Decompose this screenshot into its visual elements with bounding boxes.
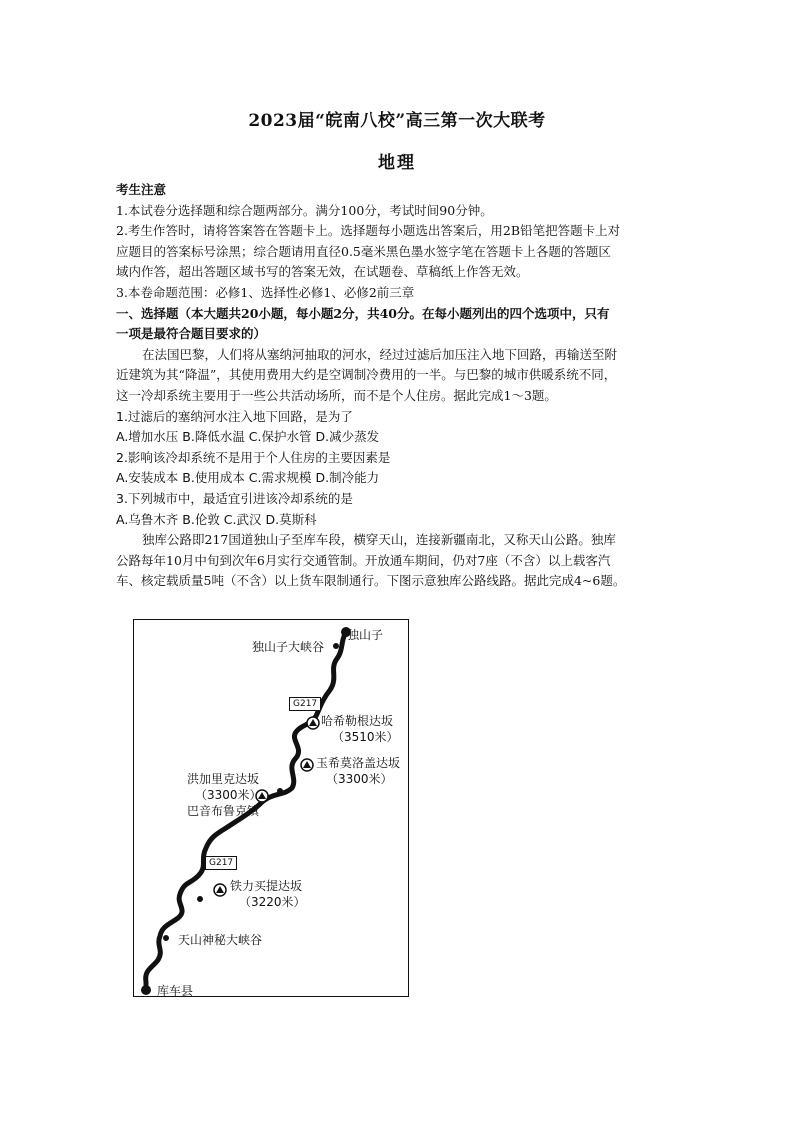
pass-marker-hashilegen	[307, 717, 319, 729]
bayinbuluke-marker	[277, 788, 283, 794]
duku-highway-map	[133, 619, 409, 997]
question-stem: 2.影响该冷却系统不是用于个人住房的主要因素是	[116, 449, 391, 465]
subject-title: 地理	[378, 153, 416, 173]
label-hashilegen-elev: （3510米）	[332, 730, 399, 744]
g217-shield-north: G217	[289, 697, 321, 711]
label-tielimaiti-elev: （3220米）	[239, 895, 306, 909]
label-tianshan-canyon: 天山神秘大峡谷	[178, 933, 263, 947]
label-dushanzi-canyon: 独山子大峡谷	[252, 640, 325, 654]
label-hashilegen: 哈希勒根达坂	[321, 714, 394, 728]
g217-shield-south: G217	[205, 856, 237, 870]
passage-line: 近建筑为其“降温”，其使用费用大约是空调制冷费用的一半。与巴黎的城市供暖系统不同，	[116, 367, 617, 383]
question-options: A.安装成本 B.使用成本 C.需求规模 D.制冷能力	[116, 470, 380, 486]
notice-item: 域内作答，超出答题区域书写的答案无效，在试题卷、草稿纸上作答无效。	[116, 264, 529, 280]
route-line	[134, 620, 407, 995]
label-tielimaiti: 铁力买提达坂	[230, 879, 303, 893]
label-hongjialike: 洪加里克达坂	[187, 772, 260, 786]
question-options: A.增加水压 B.降低水温 C.保护水管 D.减少蒸发	[116, 429, 380, 445]
label-kuche: 库车县	[157, 984, 194, 998]
passage-line: 独库公路即217国道独山子至库车段，横穿天山，连接新疆南北，又称天山公路。独库	[142, 532, 616, 548]
kuche-marker	[141, 985, 151, 995]
pass-marker-yuximolaigai	[301, 759, 313, 771]
question-stem: 3.下列城市中，最适宜引进该冷却系统的是	[116, 490, 353, 506]
exam-content	[116, 180, 690, 592]
passage-line: 车、核定载质量5吨（不含）以上货车限制通行。下图示意独库公路线路。据此完成4~6题。	[116, 573, 626, 589]
question-stem: 1.过滤后的塞纳河水注入地下回路，是为了	[116, 408, 353, 424]
exam-title: 2023届“皖南八校”高三第一次大联考	[248, 111, 546, 131]
notice-item: 2.考生作答时，请将答案答在答题卡上。选择题每小题选出答案后，用2B铅笔把答题卡上对	[116, 223, 621, 239]
label-yuximolaigai: 玉希莫洛盖达坂	[316, 756, 401, 770]
pass-marker-tielimaiti	[214, 884, 226, 896]
notice-item: 3.本卷命题范围：必修1、选择性必修1、必修2前三章	[116, 284, 415, 300]
passage-line: 这一冷却系统主要用于一些公共活动场所，而不是个人住房。据此完成1～3题。	[116, 387, 557, 403]
notice-heading: 考生注意	[116, 182, 167, 197]
section-heading-cont: 一项是最符合题目要求的）	[116, 326, 267, 342]
passage-line: 公路每年10月中旬到次年6月实行交通管制。开放通车期间，仍对7座（不含）以上载客汽	[116, 552, 611, 568]
question-options: A.乌鲁木齐 B.伦敦 C.武汉 D.莫斯科	[116, 511, 317, 527]
label-bayinbuluke: 巴音布鲁克镇	[187, 804, 260, 818]
notice-item: 应题目的答案标号涂黑；综合题请用直径0.5毫米黑色墨水签字笔在答题卡上各题的答题区	[116, 243, 611, 259]
section-heading: 一、选择题（本大题共20小题，每小题2分，共40分。在每小题列出的四个选项中，只有	[116, 305, 610, 321]
label-dushanzi: 独山子	[347, 628, 384, 642]
label-yuximolaigai-elev: （3300米）	[326, 772, 393, 786]
notice-item: 1.本试卷分选择题和综合题两部分。满分100分，考试时间90分钟。	[116, 202, 493, 218]
label-hongjialike-elev: （3300米）	[195, 788, 262, 802]
passage-line: 在法国巴黎，人们将从塞纳河抽取的河水，经过过滤后加压注入地下回路，再输送至附	[142, 346, 618, 362]
